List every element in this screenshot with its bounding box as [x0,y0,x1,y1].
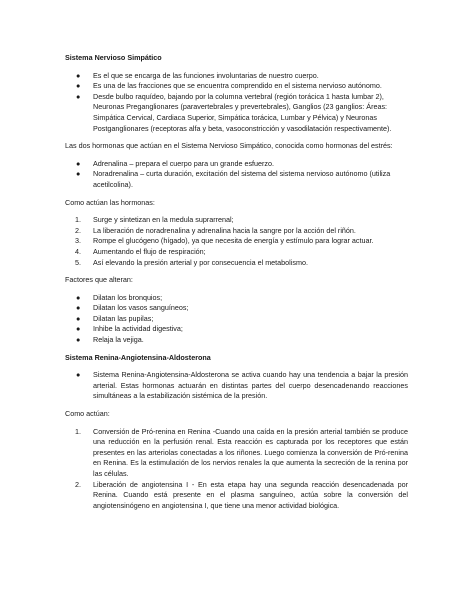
list-item: ● Sistema Renina-Angiotensina-Aldosterona se activa cuando hay una tendencia a bajar la presión arterial. Estas hormonas actuarán en distintas partes del cuerpo desencadenando reacciones simultáneas a la estabilización sistémica de la presión. [76,370,408,401]
hormones-intro: Las dos hormonas que actúan en el Sistema Nervioso Simpático, conocida como hormonas del estrés: [65,141,393,151]
bullet-icon: ● [76,169,81,179]
hormones-list [65,159,408,191]
raa-actions-list [65,427,408,512]
list-item: ● Es el que se encarga de las funciones involuntarias de nuestro cuerpo. [76,70,319,80]
bullet-icon: ● [76,292,81,302]
list-item: ● Noradrenalina – curta duración, excitación del sistema del sistema nervioso autónomo (utiliza acetilcolina). [76,169,391,189]
bullet-icon: ● [76,335,81,345]
bullet-icon: ● [76,303,81,313]
list-item: 1. Surge y sintetizan en la medula suprarrenal; [75,215,234,225]
section-title-raa: Sistema Renina-Angiotensina-Aldosterona [65,352,211,362]
actions-list [65,215,408,268]
bullet-icon: ● [76,370,81,380]
list-item: ● Inhibe la actividad digestiva; [76,324,183,334]
list-item: 4. Aumentando el flujo de respiración; [75,246,206,256]
bullet-icon: ● [76,70,81,80]
list-item: 5. Así elevando la presión arterial y por consecuencia el metabolismo. [75,257,308,267]
list-item: 2. Liberación de angiotensina I - En esta etapa hay una segunda reacción desencadenada por Renina. Cuando está presente en el plasma sanguíneo, actúa sobre la conversión del angiotensinógeno en angiotensina I, que tiene una menor actividad biológica. [75,479,408,510]
list-item: ● Desde bulbo raquídeo, bajando por la columna vertebral (región torácica 1 hasta lumbar 2), Neuronas Preganglionares (paravertebrales y prevertebrales), Ganglios (23 ganglios: Áreas: Simpática Cervical, Cardiaca Superior, Simpática torácica, Lumbar y Pélvica) y Neuronas Postganglionares (receptoras alfa y beta, vasoconstricción y vasodilatación respectivamente). [76,91,392,133]
bullet-icon: ● [76,158,81,168]
simpatico-bullet-list [65,71,408,135]
factors-list [65,293,408,346]
list-item: ● Dilatan las pupilas; [76,313,154,323]
bullet-icon: ● [76,81,81,91]
bullet-icon: ● [76,313,81,323]
raa-bullet-list [65,370,408,402]
list-item: 1. Conversión de Pró-renina en Renina -Cuando una caída en la presión arterial también se produce una reducción en la perfusión renal. Esta reacción es capturada por los receptores que están presentes en las arteriolas conectadas a los riñones. Luego comienza la conversión de Pró-renina en Renina. Es la estimulación de los nervios renales la que aumenta la secreción de la renina por las células. [75,426,408,478]
list-item: ● Dilatan los bronquios; [76,292,163,302]
raa-actions-intro: Como actúan: [65,409,110,419]
actions-intro: Como actúan las hormonas: [65,197,155,207]
list-item: ● Es una de las fracciones que se encuentra comprendido en el sistema nervioso autónomo. [76,81,382,91]
list-item: 2. La liberación de noradrenalina y adrenalina hacia la sangre por la acción del riñón. [75,225,356,235]
section-title-simpatico: Sistema Nervioso Simpático [65,53,162,62]
list-item: ● Adrenalina – prepara el cuerpo para un grande esfuerzo. [76,158,275,168]
list-item: ● Relaja la vejiga. [76,335,144,345]
bullet-icon: ● [76,91,81,101]
factors-intro: Factores que alteran: [65,275,133,285]
list-item: ● Dilatan los vasos sanguíneos; [76,303,189,313]
bullet-icon: ● [76,324,81,334]
list-item: 3. Rompe el glucógeno (hígado), ya que necesita de energía y estímulo para lograr actuar. [75,236,374,246]
